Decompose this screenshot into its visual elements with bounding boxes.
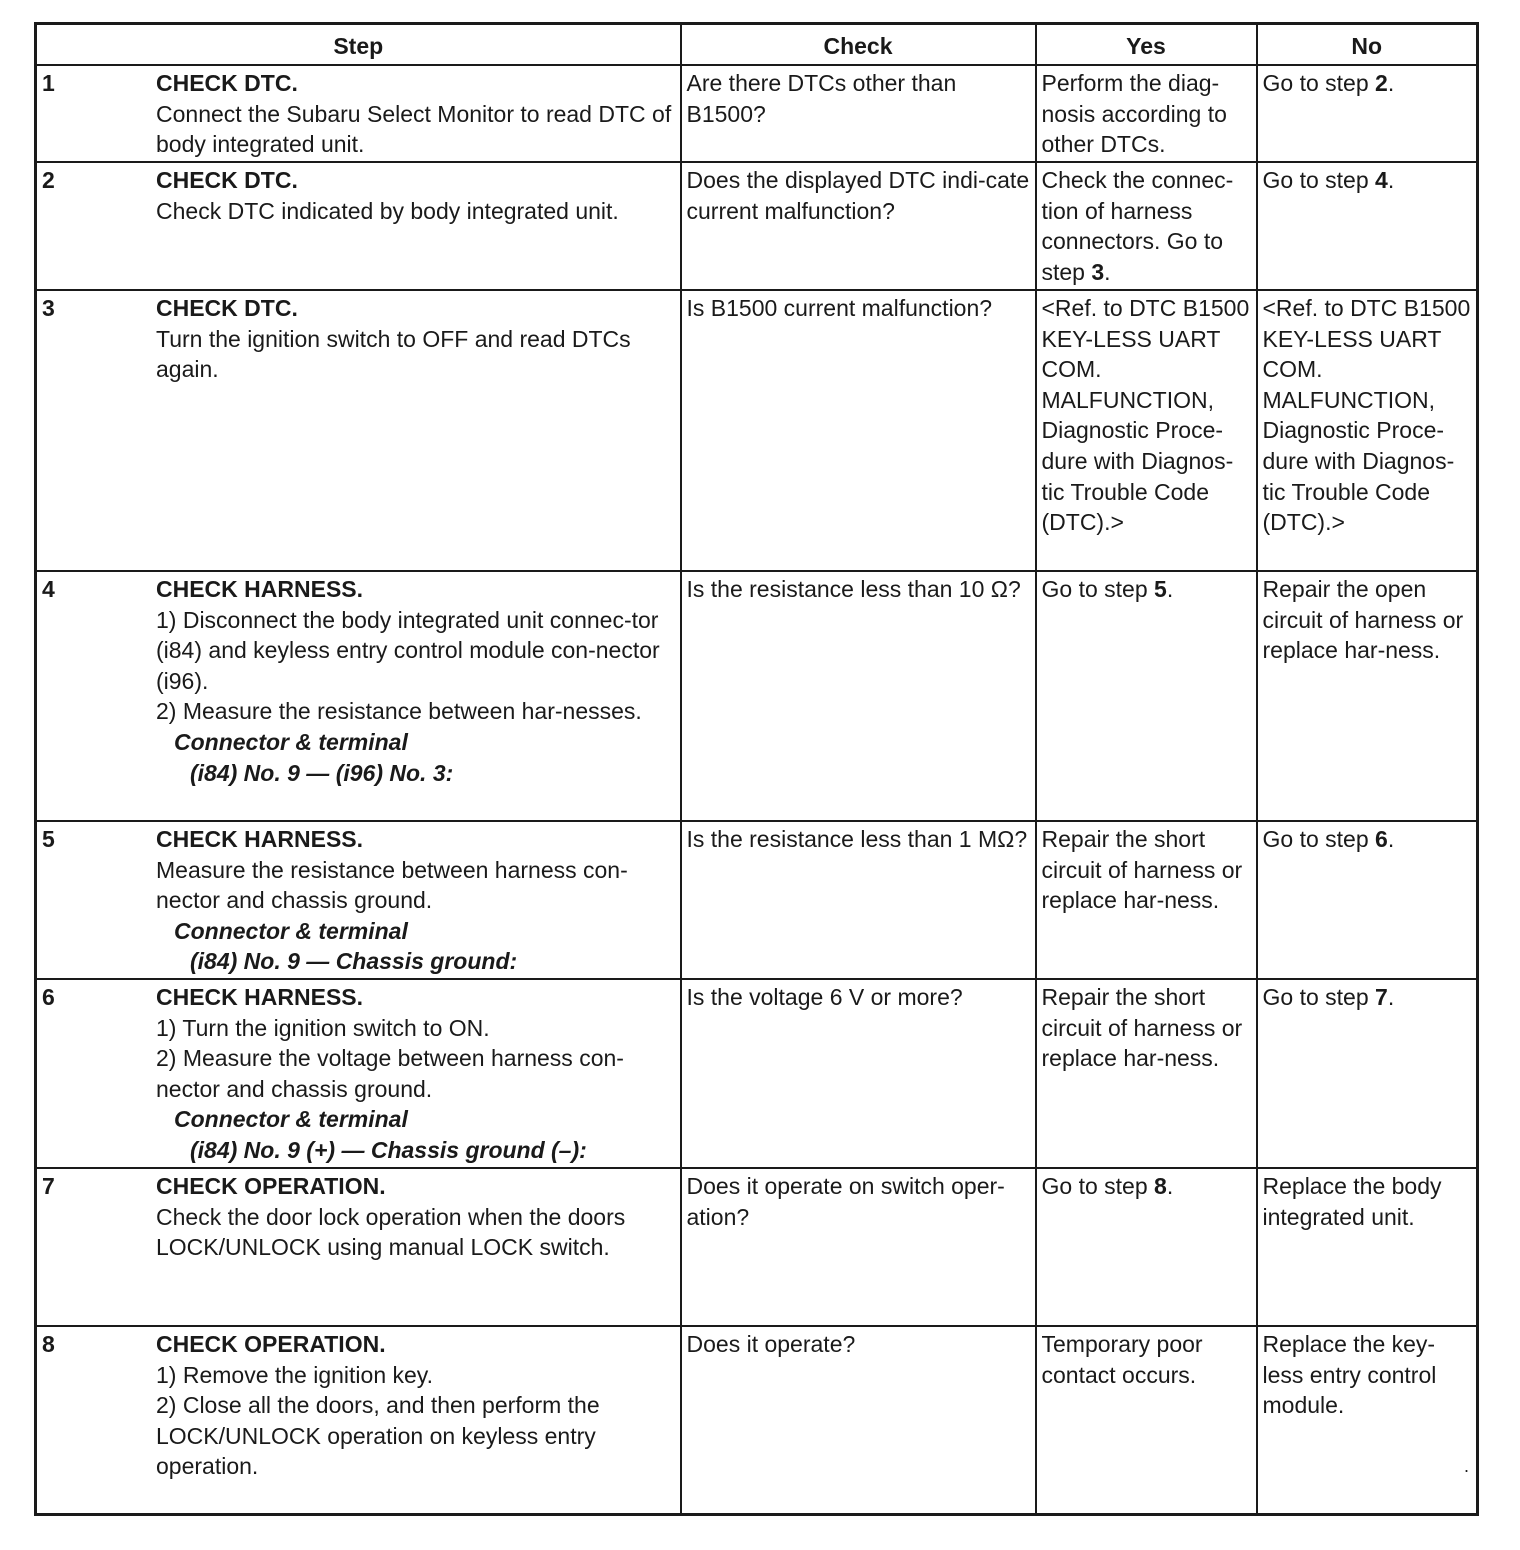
sentence-end: .: [1387, 984, 1395, 1010]
header-yes: Yes: [1036, 24, 1257, 66]
table-row: [36, 1168, 1478, 1326]
step-instruction: 1) Remove the ignition key.: [156, 1361, 433, 1388]
step-title: CHECK HARNESS.: [156, 576, 364, 602]
sentence-end: .: [1387, 167, 1395, 193]
no-cell-text: Go to step: [1262, 167, 1376, 193]
check-cell: Are there DTCs other than B1500?: [681, 65, 1036, 162]
step-instruction: 2) Close all the doors, and then perform the LOCK/UNLOCK operation on keyless entry operation.: [156, 1392, 600, 1480]
table-row: [36, 65, 1478, 162]
step-body: [156, 68, 675, 160]
step-cell: [36, 571, 681, 821]
step-cell: [36, 162, 681, 290]
header-row: [36, 24, 1478, 66]
step-number: 3: [42, 295, 55, 321]
step-instruction: Connect the Subaru Select Monitor to read DTC of body integrated unit.: [156, 100, 672, 158]
no-cell-text: Go to step: [1262, 826, 1376, 852]
check-cell: Is B1500 current malfunction?: [681, 290, 1036, 571]
yes-cell-text: Repair the short circuit of harness or replace har-ness.: [1041, 826, 1243, 914]
step-title: CHECK HARNESS.: [156, 826, 364, 852]
no-cell-text: Repair the open circuit of harness or replace har-ness.: [1262, 576, 1464, 664]
check-cell: Does it operate?: [681, 1326, 1036, 1514]
yes-cell: [1036, 1326, 1257, 1514]
connector-terminal-value: (i84) No. 9 — Chassis ground:: [190, 948, 518, 975]
step-reference: 7: [1375, 984, 1388, 1010]
step-title: CHECK OPERATION.: [156, 1173, 386, 1199]
header-step: Step: [36, 24, 681, 66]
step-instruction: 2) Measure the resistance between har-nesses.: [156, 698, 642, 725]
step-instruction: Check DTC indicated by body integrated unit.: [156, 197, 619, 224]
no-cell: [1257, 65, 1478, 162]
step-title: CHECK HARNESS.: [156, 984, 364, 1010]
no-cell: [1257, 290, 1478, 571]
step-cell: [36, 979, 681, 1168]
no-cell: [1257, 571, 1478, 821]
table-row: [36, 571, 1478, 821]
check-cell: Is the voltage 6 V or more?: [681, 979, 1036, 1168]
diagnostic-table: [34, 22, 1479, 1516]
step-reference: 5: [1154, 576, 1167, 602]
no-cell-text: <Ref. to DTC B1500 KEY-LESS UART COM. MALFUNCTION, Diagnostic Proce-dure with Diagnos-tic Trouble Code (DTC).>: [1262, 295, 1471, 536]
step-body: [156, 1171, 675, 1263]
footer-mark: .: [1464, 1456, 1470, 1476]
table-body: [36, 65, 1478, 1514]
step-body: [156, 165, 675, 226]
connector-label: Connector & terminal: [174, 728, 408, 755]
step-title: CHECK DTC.: [156, 167, 298, 193]
step-cell: [36, 1326, 681, 1514]
no-cell-text: Go to step: [1262, 70, 1376, 96]
step-instruction: 1) Disconnect the body integrated unit connec-tor (i84) and keyless entry control module con-nector (i96).: [156, 606, 660, 694]
yes-cell-text: Repair the short circuit of harness or replace har-ness.: [1041, 984, 1243, 1072]
step-body: [156, 982, 675, 1166]
step-cell: [36, 821, 681, 979]
yes-cell-text: Perform the diag-nosis according to other DTCs.: [1041, 70, 1227, 158]
table-row: [36, 821, 1478, 979]
yes-cell-text: Check the connec-tion of harness connectors. Go to step: [1041, 167, 1234, 285]
step-number: 8: [42, 1331, 55, 1357]
yes-cell-text: Go to step: [1041, 576, 1155, 602]
yes-cell-text: <Ref. to DTC B1500 KEY-LESS UART COM. MALFUNCTION, Diagnostic Proce-dure with Diagnos-tic Trouble Code (DTC).>: [1041, 295, 1250, 536]
sentence-end: .: [1104, 258, 1111, 285]
step-reference: 2: [1375, 70, 1388, 96]
no-cell-text: Replace the key-less entry control module.: [1262, 1331, 1437, 1419]
yes-cell: [1036, 979, 1257, 1168]
check-cell: Does the displayed DTC indi-cate current malfunction?: [681, 162, 1036, 290]
step-title: CHECK DTC.: [156, 295, 298, 321]
step-cell: [36, 290, 681, 571]
sentence-end: .: [1387, 70, 1395, 96]
yes-cell-text: Temporary poor contact occurs.: [1041, 1331, 1203, 1388]
sentence-end: .: [1387, 826, 1395, 852]
check-cell: Does it operate on switch oper-ation?: [681, 1168, 1036, 1326]
yes-cell: [1036, 290, 1257, 571]
yes-cell: [1036, 65, 1257, 162]
table-row: [36, 979, 1478, 1168]
no-cell: [1257, 1168, 1478, 1326]
step-reference: 4: [1375, 167, 1388, 193]
no-cell-text: Replace the body integrated unit.: [1262, 1173, 1442, 1230]
step-reference: 8: [1154, 1173, 1167, 1199]
sentence-end: .: [1166, 576, 1174, 602]
check-cell: Is the resistance less than 1 MΩ?: [681, 821, 1036, 979]
step-instruction: Measure the resistance between harness con-nector and chassis ground.: [156, 856, 628, 914]
no-cell: [1257, 162, 1478, 290]
step-body: [156, 293, 675, 385]
step-reference: 3: [1091, 258, 1105, 285]
table-row: [36, 162, 1478, 290]
step-instruction: Turn the ignition switch to OFF and read DTCs again.: [156, 325, 631, 383]
step-instruction: 2) Measure the voltage between harness con-nector and chassis ground.: [156, 1045, 624, 1102]
step-title: CHECK OPERATION.: [156, 1331, 386, 1357]
step-cell: [36, 65, 681, 162]
step-body: [156, 1329, 675, 1482]
step-reference: 6: [1375, 826, 1388, 852]
yes-cell: [1036, 162, 1257, 290]
step-number: 6: [42, 984, 55, 1010]
step-body: [156, 824, 675, 977]
step-number: 1: [42, 70, 55, 96]
step-title: CHECK DTC.: [156, 70, 298, 96]
table-row: [36, 290, 1478, 571]
step-instruction: 1) Turn the ignition switch to ON.: [156, 1014, 490, 1041]
header-check: Check: [681, 24, 1036, 66]
table-row: [36, 1326, 1478, 1514]
yes-cell: [1036, 821, 1257, 979]
step-body: [156, 574, 675, 788]
step-number: 4: [42, 576, 55, 602]
step-number: 7: [42, 1173, 55, 1199]
check-cell: Is the resistance less than 10 Ω?: [681, 571, 1036, 821]
step-cell: [36, 1168, 681, 1326]
no-cell-text: Go to step: [1262, 984, 1376, 1010]
sentence-end: .: [1166, 1173, 1174, 1199]
connector-label: Connector & terminal: [174, 917, 408, 944]
yes-cell-text: Go to step: [1041, 1173, 1155, 1199]
connector-terminal-value: (i84) No. 9 (+) — Chassis ground (–):: [190, 1136, 587, 1163]
yes-cell: [1036, 1168, 1257, 1326]
step-number: 5: [42, 826, 55, 852]
no-cell: [1257, 821, 1478, 979]
header-no: No: [1257, 24, 1478, 66]
connector-label: Connector & terminal: [174, 1106, 408, 1133]
step-instruction: Check the door lock operation when the doors LOCK/UNLOCK using manual LOCK switch.: [156, 1203, 626, 1261]
connector-terminal-value: (i84) No. 9 — (i96) No. 3:: [190, 759, 454, 786]
step-number: 2: [42, 167, 55, 193]
no-cell: [1257, 1326, 1478, 1514]
no-cell: [1257, 979, 1478, 1168]
yes-cell: [1036, 571, 1257, 821]
